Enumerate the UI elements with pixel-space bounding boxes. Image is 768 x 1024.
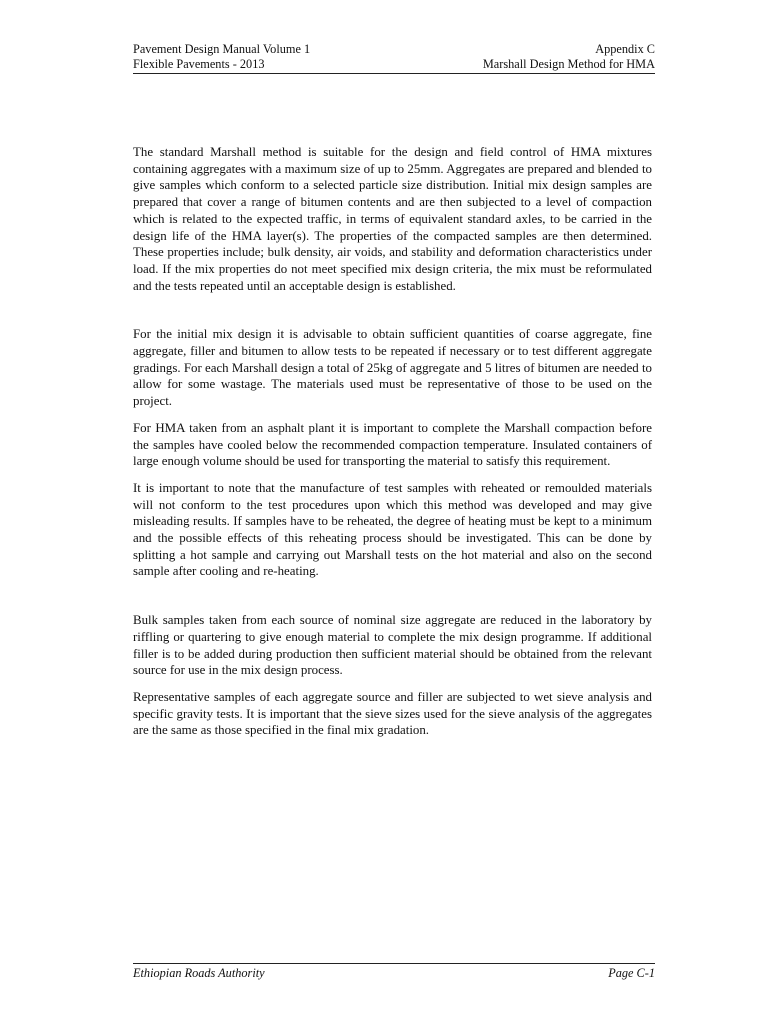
paragraph-reheated-samples: It is important to note that the manufacture of test samples with reheated or remoulded materials will not conform to the test procedures upon which this method was developed and may give misleading results. If samples have to be reheated, the degree of heating must be kept to a minimum and the possible effects of this reheating process should be investigated. This can be done by splitting a hot sample and carrying out Marshall tests on the hot material and also on the second sample after cooling and re-heating.: [133, 480, 652, 579]
footer-authority: Ethiopian Roads Authority: [133, 966, 265, 980]
page-footer: [133, 963, 655, 981]
header-appendix: Appendix C: [595, 42, 655, 56]
header-section-title: Marshall Design Method for HMA: [482, 57, 655, 71]
page-header: [133, 42, 655, 74]
paragraph-asphalt-plant: For HMA taken from an asphalt plant it is important to complete the Marshall compaction before the samples have cooled below the recommended compaction temperature. Insulated containers of large enough volume should be used for transporting the material to satisfy this requirement.: [133, 420, 652, 469]
paragraph-bulk-samples: Bulk samples taken from each source of nominal size aggregate are reduced in the laboratory by riffling or quartering to give enough material to complete the mix design programme. If additional filler is to be added during production then sufficient material should be obtained from the relevant source for use in the mix design process.: [133, 613, 652, 678]
paragraph-initial-mix-design: For the initial mix design it is advisable to obtain sufficient quantities of coarse aggregate, fine aggregate, filler and bitumen to allow tests to be repeated if necessary or to test different aggregate gradings. For each Marshall design a total of 25kg of aggregate and 5 litres of bitumen are needed to allow for some wastage. The materials used must be representative of those to be used on the project.: [133, 327, 652, 409]
paragraph-marshall-method: The standard Marshall method is suitable for the design and field control of HMA mixtures containing aggregates with a maximum size of up to 25mm. Aggregates are prepared and blended to give samples which conform to a selected particle size distribution. Initial mix design samples are prepared that cover a range of bitumen contents and are then subjected to a level of compaction which is related to the expected traffic, in terms of equivalent standard axles, to be carried in the design life of the HMA layer(s). The properties of the compacted samples are then determined. These properties include; bulk density, air voids, and stability and deformation characteristics under load. If the mix properties do not meet specified mix design criteria, the mix must be reformulated and the tests repeated until an acceptable design is established.: [133, 145, 652, 293]
header-manual-title: Pavement Design Manual Volume 1: [133, 42, 311, 56]
body-text: [133, 144, 652, 739]
header-volume-subtitle: Flexible Pavements - 2013: [133, 57, 265, 71]
footer-page-number: Page C-1: [608, 966, 655, 980]
paragraph-sieve-analysis: Representative samples of each aggregate source and filler are subjected to wet sieve analysis and specific gravity tests. It is important that the sieve sizes used for the sieve analysis of the aggregates are the same as those specified in the final mix gradation.: [133, 689, 652, 738]
